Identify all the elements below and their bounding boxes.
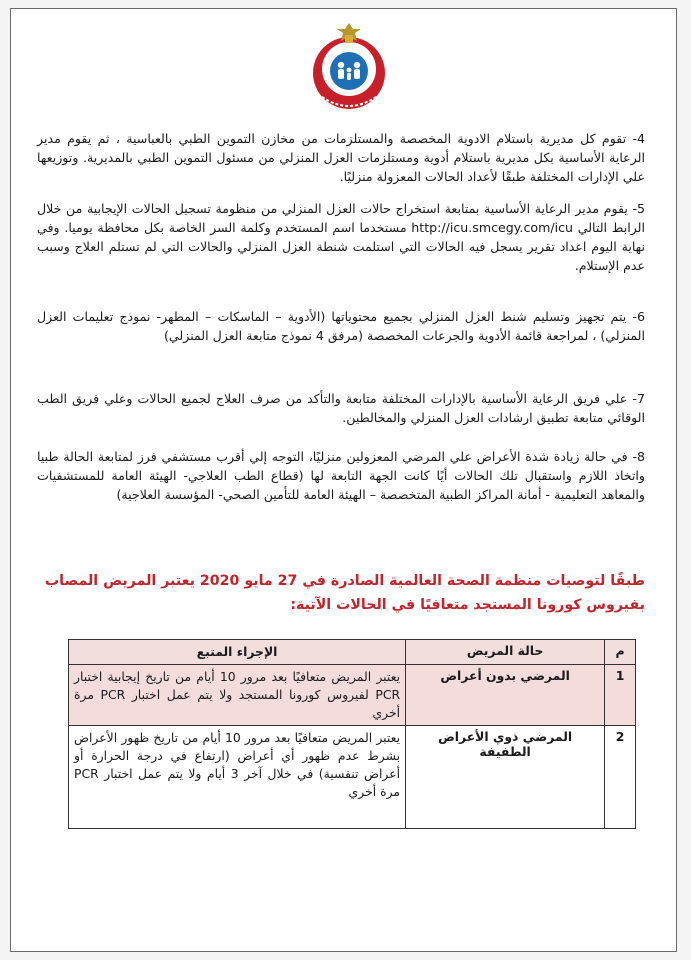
document-page (10, 8, 677, 952)
row-procedure: يعتبر المريض متعافيًا بعد مرور 10 أيام من تاريخ إيجابية اختبار PCR لفيروس كورونا المستجد ولا يتم عمل اختبار PCR مرة أخري (69, 665, 406, 726)
row-state: المرضي ذوي الأعراض الطفيفة (406, 726, 605, 829)
paragraph-number: 5- (632, 201, 645, 216)
who-recommendation-heading: طبقًا لتوصيات منظمة الصحة العالمية الصادرة في 27 مايو 2020 يعتبر المريض المصاب بفيروس كورونا المستجد متعافيًا في الحالات الآتية: (44, 573, 645, 613)
header-procedure: الإجراء المتبع (69, 640, 406, 665)
paragraph-text: يتم تجهيز وتسليم شنط العزل المنزلي بجميع محتوياتها (الأدوية – الماسكات – المطهر- نموذج تعليمات العزل المنزلي) ، لمراجعة قائمة الأدوية والجرعات المخصصة (مرفق 4 نموذج متابعة العزل المنزلي) (37, 309, 645, 343)
paragraph-8 (37, 447, 645, 504)
table-row (69, 726, 636, 829)
paragraph-number: 4- (632, 131, 645, 146)
paragraph-7 (37, 389, 645, 427)
paragraph-text: في حالة زيادة شدة الأعراض علي المرضي المعزولين منزليًا، التوجه إلي أقرب مستشفي فرز لمتابعة الحالة طبيا واتخاذ اللازم واستقبال تلك الحالات أيًا كانت الجهة التابعة لها (قطاع الطب العلاجي- الهيئة العامة للمستشفيات والمعاهد التعليمية - أمانة المراكز الطبية المتخصصة – الهيئة العامة للتأمين الصحي- المؤسسة العلاجية) (37, 449, 645, 502)
paragraph-4 (37, 129, 645, 186)
row-procedure: يعتبر المريض متعافيًا بعد مرور 10 أيام من تاريخ ظهور الأعراض بشرط عدم ظهور أي أعراض (ارتفاع في درجة الحرارة أو أعراض تنفسية) في خلال آخر 3 أيام ولا يتم عمل اختبار PCR مرة أخري (69, 726, 406, 829)
header-state: حالة المريض (406, 640, 605, 665)
paragraph-text: علي فريق الرعاية الأساسية بالإدارات المختلفة متابعة والتأكد من صرف العلاج لجميع الحالات وعلي فريق الطب الوقائي متابعة تطبيق ارشادات العزل المنزلي والمخالطين. (37, 391, 645, 425)
paragraph-text: يقوم مدير الرعاية الأساسية بمتابعة استخراج حالات العزل المنزلي من منظومة تسجيل الحالات الإيجابية من خلال الرابط التالي http://icu.smcegy.com/icu مستخدما اسم المستخدم وكلمة السر الخاصة بكل محافظة يوميا. وفي نهاية اليوم اعداد تقرير يسجل فيه الحالات التي استلمت شنطة العزل المنزلي والحالات التي لم تستلم العلاج وسبب عدم الإستلام. (37, 201, 645, 273)
header-num: م (605, 640, 636, 665)
ministry-of-health-logo (306, 17, 392, 113)
row-state: المرضي بدون أعراض (406, 665, 605, 726)
paragraph-5 (37, 199, 645, 275)
paragraph-text: تقوم كل مديرية باستلام الادوية المخصصة والمستلزمات من مخازن التموين الطبي بالعباسية ، ثم يقوم مدير الرعاية الأساسية بكل مديرية باستلام أدوية ومستلزمات العزل المنزلي من مسئول التموين الطبي بالمديرية. وتوزيعها علي الإدارات المختلفة طبقًا لأعداد الحالات المعزولة منزليًا. (37, 131, 645, 184)
recovery-criteria-table (68, 639, 636, 829)
row-num: 2 (605, 726, 636, 829)
paragraph-number: 6- (632, 309, 645, 324)
paragraph-number: 7- (632, 391, 645, 406)
paragraph-6 (37, 307, 645, 345)
table-row (69, 665, 636, 726)
row-num: 1 (605, 665, 636, 726)
table-header-row (69, 640, 636, 665)
paragraph-number: 8- (632, 449, 645, 464)
